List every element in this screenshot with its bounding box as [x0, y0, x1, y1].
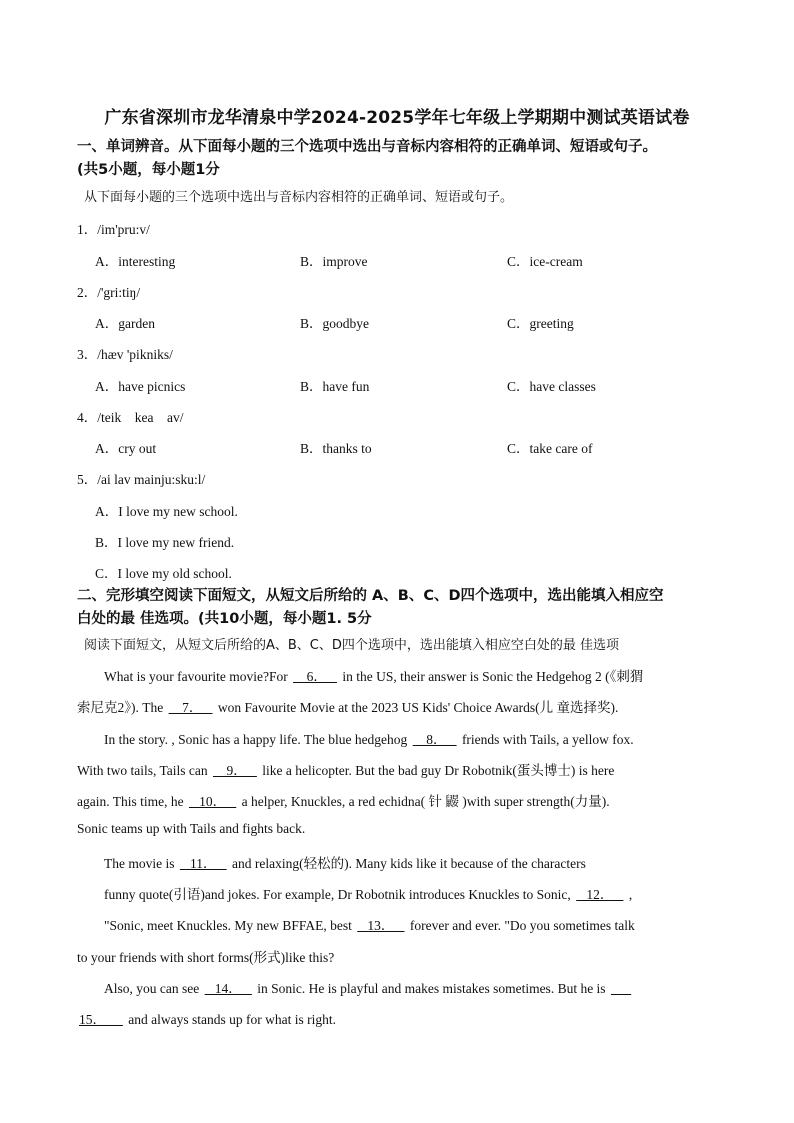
question-stem: 2．/'gri:tiŋ/ [77, 285, 141, 300]
passage-text: Also, you can see [104, 981, 203, 996]
passage-line [77, 759, 614, 779]
passage-text: 索尼克2》). The [77, 700, 167, 715]
passage-line [77, 946, 334, 966]
passage-line [77, 696, 618, 716]
blank-7[interactable]: 7． [168, 700, 213, 715]
passage-line [77, 790, 610, 810]
option-c: C．greeting [507, 316, 574, 331]
blank-13[interactable]: 13． [357, 918, 405, 933]
option-b: B．I love my new friend. [95, 535, 235, 550]
passage-text: and relaxing(轻松的). Many kids like it because of the characters [228, 856, 586, 871]
passage-text: In the story. , Sonic has a happy life. The blue hedgehog [104, 732, 411, 747]
option-a: A．interesting [95, 254, 176, 269]
passage-line [77, 821, 305, 837]
section2-heading-line2: 白处的最 佳选项。(共10小题，每小题1. 5分 [77, 611, 372, 627]
section2-instruction: 阅读下面短文，从短文后所给的A、B、C、D四个选项中，选出能填入相应空白处的最 佳选项 [84, 638, 620, 653]
passage-text: What is your favourite movie?For [104, 669, 292, 684]
option-a: A．have picnics [95, 379, 186, 394]
question-stem: 5．/ai lav mainju:sku:l/ [77, 472, 206, 487]
passage-text: forever and ever. "Do you sometimes talk [406, 918, 635, 933]
option-b: B．have fun [300, 379, 370, 394]
option-c: C．have classes [507, 379, 596, 394]
blank-11[interactable]: 11． [179, 856, 227, 871]
section1-heading [77, 136, 737, 182]
option-b: B．goodbye [300, 316, 369, 331]
passage-line [77, 1008, 336, 1028]
option-c: C．I love my old school. [95, 566, 232, 581]
blank-14[interactable]: 14． [204, 981, 252, 996]
passage-text: like a helicopter. But the bad guy Dr Robotnik(蛋头博士) is here [258, 763, 615, 778]
option-a: A．garden [95, 316, 155, 331]
passage-text: With two tails, Tails can [77, 763, 211, 778]
question-stem: 3．/hæv 'pikniks/ [77, 347, 173, 362]
passage-line [104, 728, 634, 748]
passage-text: in the US, their answer is Sonic the Hedgehog 2 (《刺猬 [338, 669, 644, 684]
blank-15[interactable]: 15． [79, 1012, 123, 1027]
section2-heading-line1: 二、完形填空阅读下面短文，从短文后所给的 A、B、C、D四个选项中，选出能填入相应空 [77, 588, 664, 604]
passage-line [104, 665, 643, 685]
option-c: C．take care of [507, 441, 593, 456]
blank-15-start[interactable] [609, 981, 633, 996]
passage-line [104, 852, 586, 872]
question-stem: 1．/im'pru:v/ [77, 222, 150, 237]
blank-9[interactable]: 9． [213, 763, 257, 778]
passage-text: The movie is [104, 856, 178, 871]
passage-text: again. This time, he [77, 794, 187, 809]
passage-text: won Favourite Movie at the 2023 US Kids' Choice Awards(儿 童选择奖). [214, 700, 619, 715]
option-b: B．thanks to [300, 441, 372, 456]
option-c: C．ice-cream [507, 254, 583, 269]
passage-text: and always stands up for what is right. [124, 1012, 336, 1027]
option-a: A．I love my new school. [95, 504, 238, 519]
passage-line [104, 914, 635, 934]
question-stem: 4．/teik kea av/ [77, 410, 184, 425]
blank-10[interactable]: 10． [188, 794, 237, 809]
section1-instruction: 从下面每小题的三个选项中选出与音标内容相符的正确单词、短语或句子。 [84, 190, 514, 205]
passage-line [104, 883, 632, 903]
blank-12[interactable]: 12． [576, 887, 624, 902]
passage-text: Sonic teams up with Tails and fights back. [77, 821, 306, 836]
passage-text: "Sonic, meet Knuckles. My new BFFAE, best [104, 918, 356, 933]
passage-text: funny quote(引语)and jokes. For example, Dr Robotnik introduces Knuckles to Sonic, [104, 887, 575, 902]
passage-text: to your friends with short forms(形式)like this? [77, 950, 335, 965]
section1-heading-line1: 一、单词辨音。从下面每小题的三个选项中选出与音标内容相符的正确单词、短语或句子。 [77, 139, 657, 155]
section1-heading-line2: (共5小题，每小题1分 [77, 162, 220, 178]
blank-6[interactable]: 6． [293, 669, 337, 684]
blank-8[interactable]: 8． [412, 732, 457, 747]
option-b: B．improve [300, 254, 368, 269]
exam-title: 广东省深圳市龙华清泉中学2024-2025学年七年级上学期期中测试英语试卷 [104, 108, 690, 128]
passage-text: a helper, Knuckles, a red echidna( 针 鼹 )with super strength(力量). [238, 794, 610, 809]
section2-heading [77, 585, 737, 631]
passage-text: in Sonic. He is playful and makes mistakes sometimes. But he is [253, 981, 609, 996]
passage-text: friends with Tails, a yellow fox. [458, 732, 634, 747]
option-a: A．cry out [95, 441, 157, 456]
passage-text: , [625, 887, 633, 902]
passage-line [104, 977, 633, 997]
